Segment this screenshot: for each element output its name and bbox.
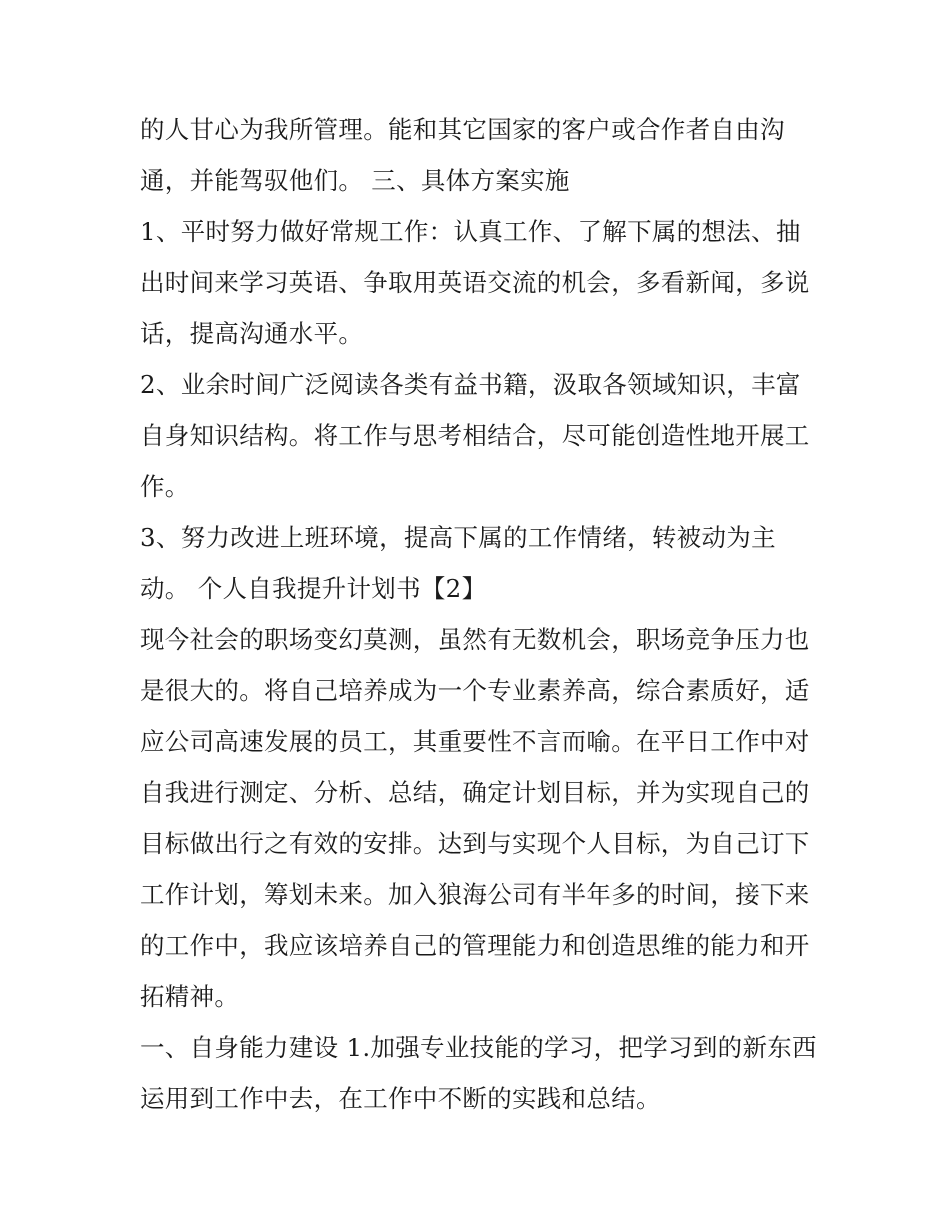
text-line: 出时间来学习英语、争取用英语交流的机会，多看新闻，多说 (140, 268, 810, 297)
text-line: 目标做出行之有效的安排。达到与实现个人目标，为自己订下 (140, 829, 810, 858)
text-line: 一、自身能力建设 1.加强专业技能的学习，把学习到的新东西 (140, 1033, 817, 1062)
text-line: 应公司高速发展的员工，其重要性不言而喻。在平日工作中对 (140, 727, 810, 756)
text-line: 作。 (140, 472, 190, 501)
text-line: 拓精神。 (140, 982, 240, 1011)
text-line: 3、努力改进上班环境，提高下属的工作情绪，转被动为主 (140, 523, 776, 552)
text-line: 通，并能驾驭他们。 三、具体方案实施 (140, 166, 570, 195)
text-line: 现今社会的职场变幻莫测，虽然有无数机会，职场竞争压力也 (140, 625, 810, 654)
text-line: 话，提高沟通水平。 (140, 319, 364, 348)
text-line: 1、平时努力做好常规工作：认真工作、了解下属的想法、抽 (140, 217, 801, 246)
document-text (140, 104, 830, 1124)
text-line: 动。 个人自我提升计划书【2】 (140, 574, 487, 603)
text-line: 的人甘心为我所管理。能和其它国家的客户或合作者自由沟 (140, 115, 785, 144)
text-line: 2、业余时间广泛阅读各类有益书籍，汲取各领域知识，丰富 (140, 370, 801, 399)
text-line: 是很大的。将自己培养成为一个专业素养高，综合素质好，适 (140, 676, 810, 705)
text-line: 自我进行测定、分析、总结，确定计划目标，并为实现自己的 (140, 778, 810, 807)
text-line: 运用到工作中去，在工作中不断的实践和总结。 (140, 1084, 661, 1113)
text-line: 自身知识结构。将工作与思考相结合，尽可能创造性地开展工 (140, 421, 810, 450)
text-line: 工作计划，筹划未来。加入狼海公司有半年多的时间，接下来 (140, 880, 810, 909)
text-line: 的工作中，我应该培养自己的管理能力和创造思维的能力和开 (140, 931, 810, 960)
